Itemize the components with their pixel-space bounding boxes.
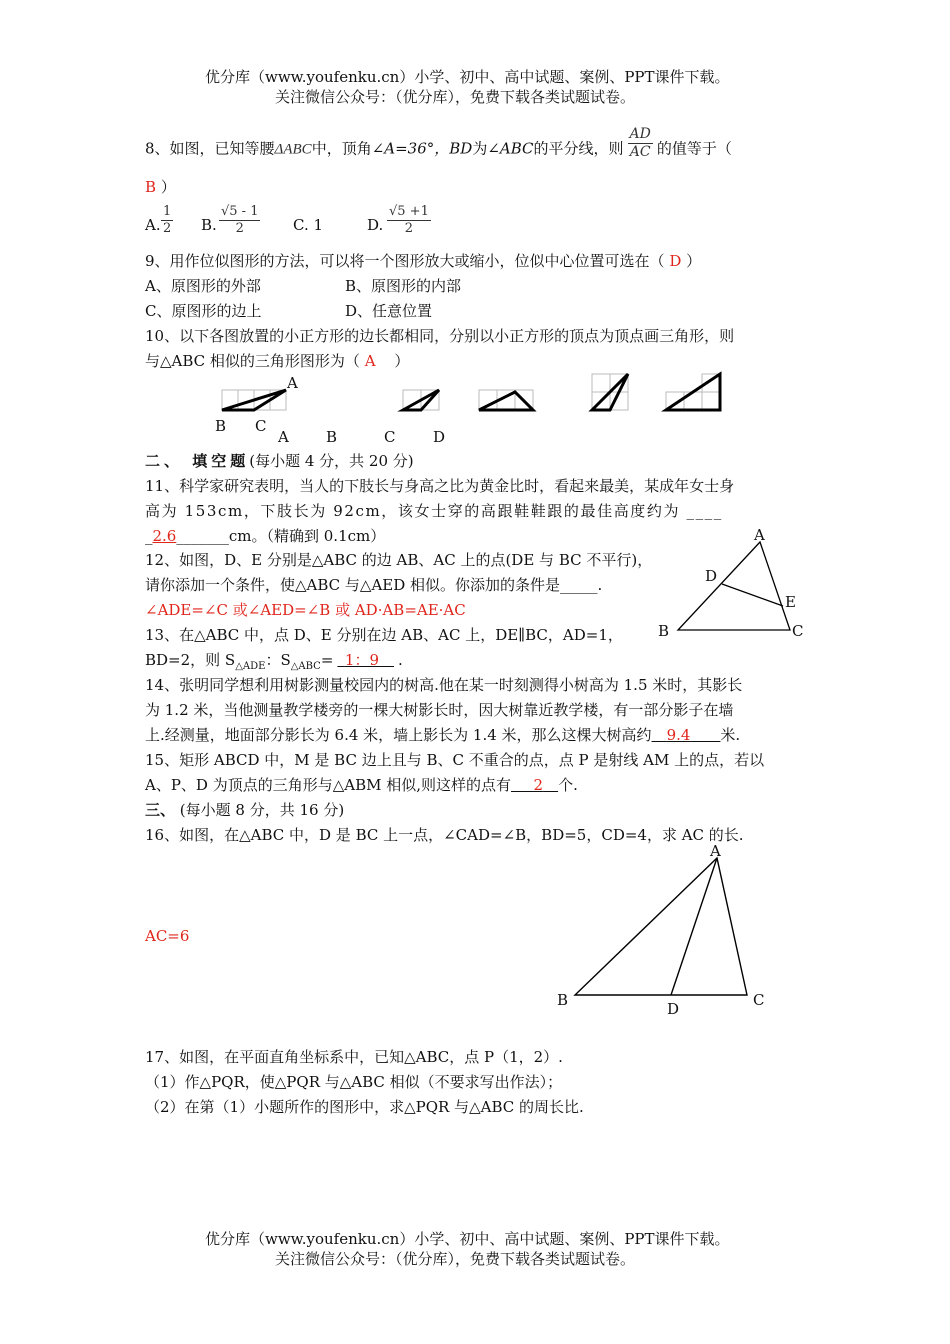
- question-15-line-1: 15、矩形 ABCD 中，M 是 BC 边上且与 B、C 不重合的点，点 P 是射线 AM 上的点，若以: [145, 751, 765, 769]
- q12-label-a: A: [754, 526, 765, 544]
- q10-option-a-label: A: [278, 428, 289, 446]
- question-8-answer: B ）: [145, 178, 176, 196]
- footer-line-1: 优分库（www.youfenku.cn）小学、初中、高中试题、案例、PPT课件下载。: [205, 1230, 730, 1248]
- section-2-heading: 二、 填空题(每小题 4 分，共 20 分): [145, 452, 414, 470]
- q12-triangle-figure: [670, 530, 830, 640]
- q9-option-b: B、原图形的内部: [345, 277, 462, 295]
- q12-label-c: C: [792, 622, 804, 640]
- question-14-line-3: 上.经测量，地面部分影长为 6.4 米，墙上影长为 1.4 米，那么这棵大树高约 9.4 米.: [145, 726, 741, 744]
- option-b-fraction: $\frac{√5 - 1}{2}$: [221, 204, 259, 236]
- question-17-line-2: （1）作△PQR，使△PQR 与△ABC 相似（不要求写出作法）；: [145, 1073, 563, 1091]
- q10-triangle-figures: [0, 368, 950, 448]
- question-12-answer: ∠ADE=∠C 或∠AED=∠B 或 AD·AB=AE·AC: [145, 601, 466, 619]
- q16-label-b: B: [557, 991, 569, 1009]
- q10-option-c-label: C: [384, 428, 396, 446]
- q10-option-b-label: B: [326, 428, 338, 446]
- question-13-line-2: BD=2，则 $S_{\triangle ADE}$：$S_{\triangle ABC}=$ 1：9 .: [145, 651, 403, 672]
- header-line-2: 关注微信公众号：（优分库），免费下载各类试题试卷。: [275, 88, 636, 106]
- header-line-1: 优分库（www.youfenku.cn）小学、初中、高中试题、案例、PPT课件下载。: [205, 68, 730, 86]
- question-11-line-2: 高为 153cm，下肢长为 92cm，该女士穿的高跟鞋鞋跟的最佳高度约为 ____: [145, 502, 723, 520]
- option-d-fraction: $\frac{√5 +1}{2}$: [389, 204, 429, 236]
- option-a-fraction: $\frac{1}{2}$: [163, 204, 172, 236]
- question-12-line-2: 请你添加一个条件，使△ABC 与△AED 相似。你添加的条件是_____.: [145, 576, 603, 594]
- question-12-line-1: 12、如图，D、E 分别是△ABC 的边 AB、AC 上的点(DE 与 BC 不平行)，: [145, 551, 653, 569]
- question-17-line-1: 17、如图，在平面直角坐标系中，已知△ABC，点 P（1，2）.: [145, 1048, 563, 1066]
- triangle-option-b: [479, 392, 533, 410]
- q16-triangle-figure: [565, 850, 765, 1010]
- q10-label-a-top: A: [287, 374, 298, 392]
- q10-option-d-label: D: [433, 428, 446, 446]
- question-9: 9、用作位似图形的方法，可以将一个图形放大或缩小，位似中心位置可选在（ D ）: [145, 252, 702, 270]
- question-10-line-1: 10、以下各图放置的小正方形的边长都相同，分别以小正方形的顶点为顶点画三角形，则: [145, 327, 735, 345]
- question-14-line-1: 14、张明同学想利用树影测量校园内的树高.他在某一时刻测得小树高为 1.5 米时，其影长: [145, 676, 743, 694]
- q9-option-a: A、原图形的外部: [145, 277, 261, 295]
- question-16: 16、如图，在△ABC 中，D 是 BC 上一点，∠CAD=∠B，BD=5，CD=4，求 AC 的长.: [145, 826, 744, 844]
- footer-line-2: 关注微信公众号：（优分库），免费下载各类试题试卷。: [275, 1250, 636, 1268]
- question-17-line-3: （2）在第（1）小题所作的图形中，求△PQR 与△ABC 的周长比.: [145, 1098, 584, 1116]
- section-3-heading: 三、 (每小题 8 分，共 16 分): [145, 801, 345, 819]
- q10-label-b: B: [215, 417, 227, 435]
- question-15-line-2: A、P、D 为顶点的三角形与△ABM 相似,则这样的点有 2 个.: [145, 776, 578, 794]
- q12-label-d: D: [705, 567, 718, 585]
- fraction-ad-ac: $\frac{AD}{AC}$: [629, 126, 651, 160]
- question-13-line-1: 13、在△ABC 中，点 D、E 分别在边 AB、AC 上，DE∥BC，AD=1，: [145, 626, 623, 644]
- question-14-line-2: 为 1.2 米，当他测量教学楼旁的一棵大树影长时，因大树靠近教学楼，有一部分影子在墙: [145, 701, 734, 719]
- question-11-line-1: 11、科学家研究表明，当人的下肢长与身高之比为黄金比时，看起来最美，某成年女士身: [145, 477, 735, 495]
- q16-label-c: C: [753, 991, 765, 1009]
- q16-label-a: A: [710, 842, 721, 860]
- q16-label-d: D: [667, 1000, 680, 1018]
- q12-label-b: B: [658, 622, 670, 640]
- q9-option-c: C、原图形的边上: [145, 302, 262, 320]
- q9-option-d: D、任意位置: [345, 302, 433, 320]
- q10-label-c: C: [255, 417, 267, 435]
- question-11-line-3: _2.6_______cm。（精确到 0.1cm）: [145, 527, 386, 545]
- question-16-answer: AC=6: [145, 927, 190, 945]
- question-8: 8、如图，已知等腰ΔABC中，顶角∠A=36°，BD为∠ABC的平分线，则 $\frac{AD}{AC}$ 的值等于（: [145, 126, 732, 160]
- q12-label-e: E: [785, 593, 796, 611]
- question-10-line-2: 与△ABC 相似的三角形图形为（ A ）: [145, 352, 410, 370]
